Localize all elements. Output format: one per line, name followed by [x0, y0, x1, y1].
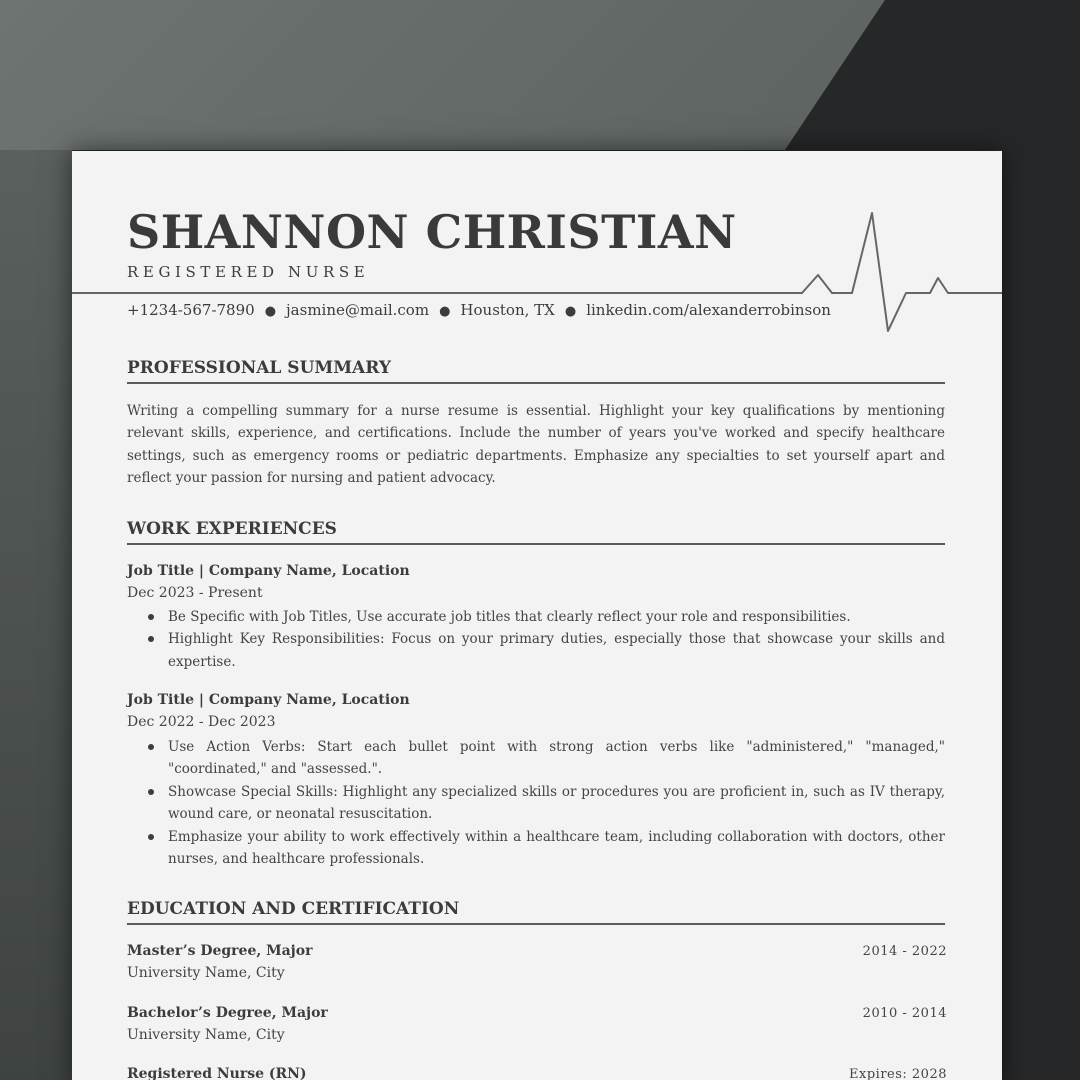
contact-separator: ● [439, 304, 451, 319]
contact-line [127, 301, 831, 319]
contact-email: jasmine@mail.com [286, 301, 430, 319]
heartbeat-line-icon [72, 201, 1002, 341]
contact-phone: +1234-567-7890 [127, 301, 255, 319]
job-dates: Dec 2022 - Dec 2023 [127, 714, 276, 730]
education-institution: University Name, City [127, 1027, 285, 1043]
certification-expiry: Expires: 2028 [849, 1067, 947, 1080]
contact-separator: ● [264, 304, 277, 319]
job-bullet: Emphasize your ability to work effectively within a healthcare team, including collaboration with doctors, other nurses, and healthcare professionals. [127, 826, 945, 871]
job-bullet: Use Action Verbs: Start each bullet point with strong action verbs like "administered," "managed," "coordinated," and "assessed.". [127, 736, 945, 781]
candidate-role: REGISTERED NURSE [127, 263, 370, 281]
job-bullet: Showcase Special Skills: Highlight any specialized skills or procedures you are proficient in, such as IV therapy, wound care, or neonatal resuscitation. [127, 781, 945, 826]
background-left-panel [0, 150, 72, 1080]
job-bullet: Be Specific with Job Titles, Use accurate job titles that clearly reflect your role and responsibilities. [127, 606, 945, 628]
education-institution: University Name, City [127, 965, 285, 981]
resume-page [72, 151, 1002, 1080]
candidate-name: SHANNON CHRISTIAN [127, 205, 737, 259]
summary-heading: PROFESSIONAL SUMMARY [127, 358, 945, 384]
job-bullets [127, 606, 945, 673]
education-date: 2010 - 2014 [862, 1006, 947, 1021]
summary-text: Writing a compelling summary for a nurse resume is essential. Highlight your key qualifications by mentioning relevant skills, experience, and certifications. Include the number of years you've worked and specify healthcare settings, such as emergency rooms or pediatric departments. Emphasize any specialties to set yourself apart and reflect your passion for nursing and patient advocacy. [127, 403, 945, 487]
job-title: Job Title | Company Name, Location [127, 563, 410, 579]
education-title: Master’s Degree, Major [127, 943, 313, 959]
job-title: Job Title | Company Name, Location [127, 692, 410, 708]
certification-title: Registered Nurse (RN) [127, 1066, 307, 1080]
contact-location: Houston, TX [460, 301, 555, 319]
education-title: Bachelor’s Degree, Major [127, 1005, 328, 1021]
experience-heading: WORK EXPERIENCES [127, 519, 945, 545]
education-heading: EDUCATION AND CERTIFICATION [127, 899, 945, 925]
job-bullets [127, 736, 945, 870]
job-dates: Dec 2023 - Present [127, 585, 263, 601]
job-bullet: Highlight Key Responsibilities: Focus on your primary duties, especially those that showcase your skills and expertise. [127, 628, 945, 673]
education-date: 2014 - 2022 [862, 944, 947, 959]
contact-separator: ● [564, 304, 577, 319]
contact-linkedin: linkedin.com/alexanderrobinson [586, 301, 831, 319]
